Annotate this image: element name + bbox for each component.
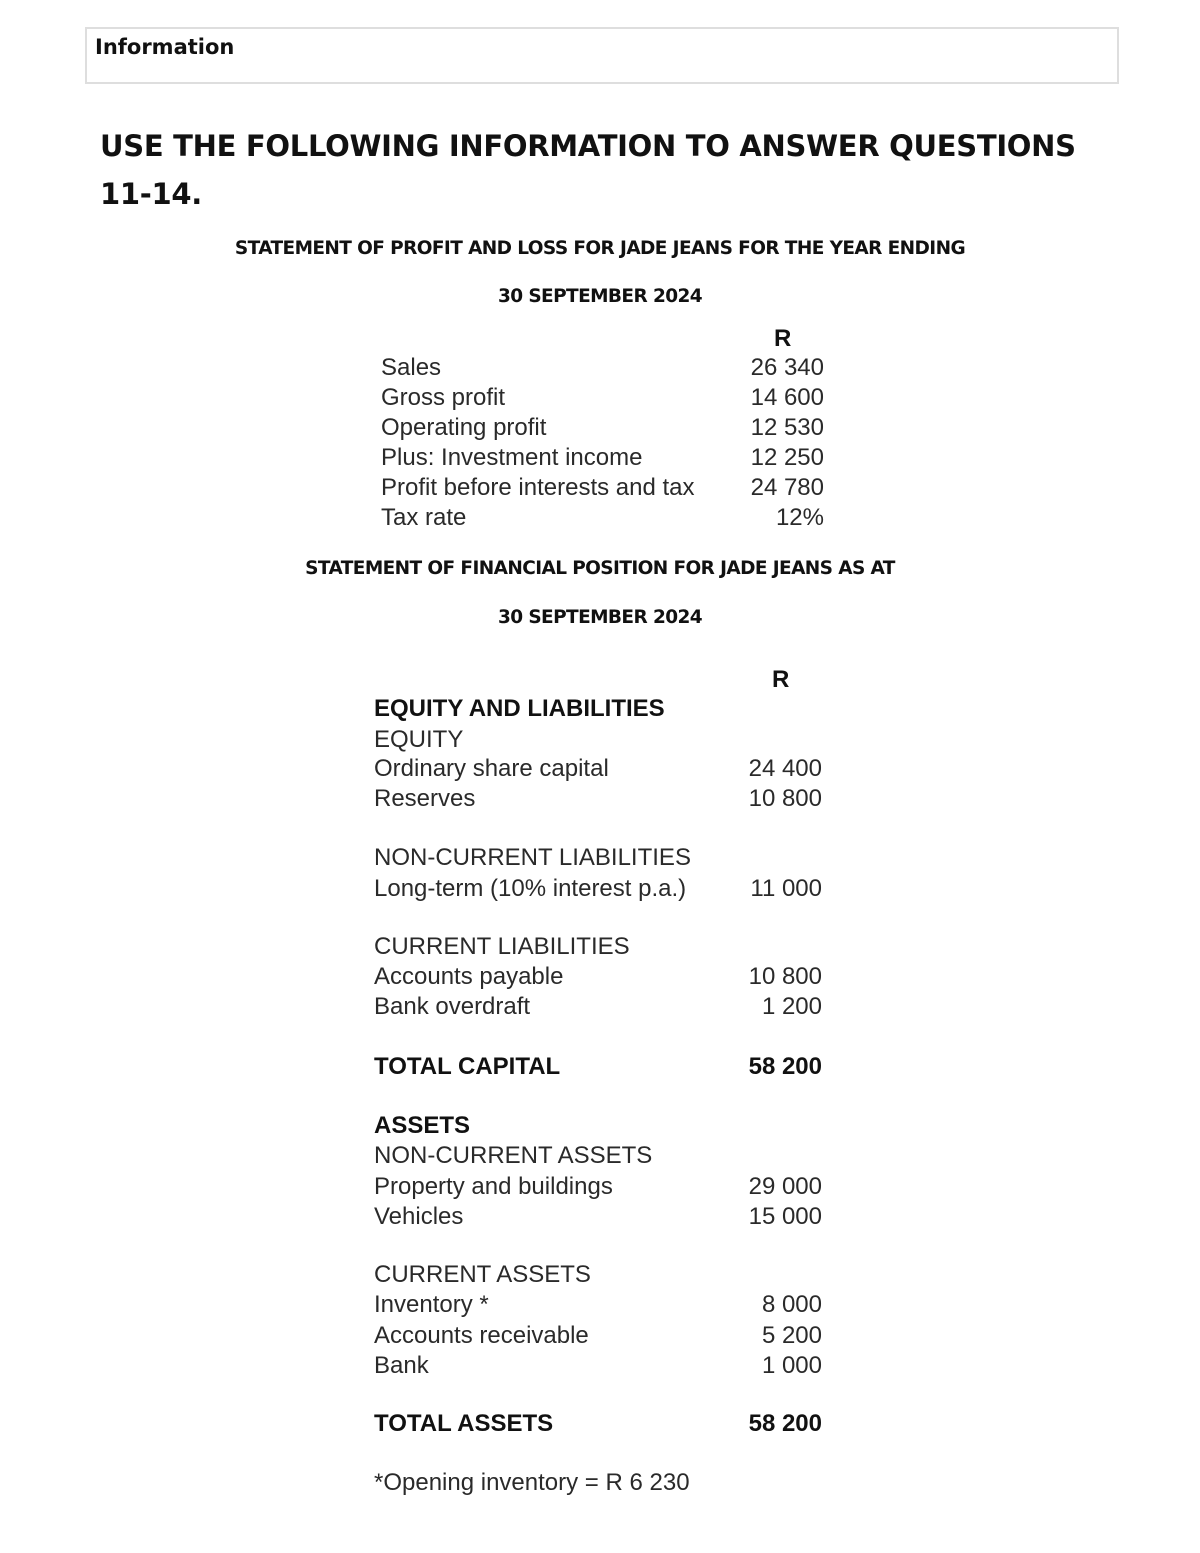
fp-label: Reserves — [374, 785, 476, 812]
section-heading: ASSETS — [374, 1112, 471, 1139]
fp-label: Property and buildings — [374, 1173, 613, 1200]
fp-row-ordinary-share-capital — [374, 754, 822, 784]
sub-heading: NON-CURRENT ASSETS — [374, 1142, 653, 1169]
financial-position-currency: R — [772, 666, 790, 693]
fp-row-bank-overdraft — [374, 992, 822, 1022]
fp-value: 5 200 — [761, 1322, 822, 1349]
fp-value: 11 000 — [750, 875, 822, 902]
financial-position-title: STATEMENT OF FINANCIAL POSITION FOR JADE JEANS AS AT — [305, 558, 895, 579]
pl-value: 12 250 — [750, 444, 824, 471]
pl-label: Gross profit — [381, 384, 506, 411]
profit-loss-title: STATEMENT OF PROFIT AND LOSS FOR JADE JEANS FOR THE YEAR ENDING — [234, 238, 966, 259]
fp-label: Vehicles — [374, 1203, 464, 1230]
pl-label: Tax rate — [381, 504, 467, 531]
fp-row-inventory — [374, 1290, 822, 1320]
information-box — [85, 27, 1119, 84]
fp-value: 29 000 — [748, 1173, 822, 1200]
pl-label: Sales — [381, 354, 442, 381]
total-assets-row — [374, 1409, 822, 1439]
fp-label: Bank — [374, 1352, 429, 1379]
current-liabilities-heading — [374, 932, 822, 962]
fp-label: Long-term (10% interest p.a.) — [374, 875, 687, 902]
instruction-heading: USE THE FOLLOWING INFORMATION TO ANSWER QUESTIONS 11-14. — [100, 129, 1076, 211]
pl-value: 26 340 — [750, 354, 824, 381]
information-label: Information — [95, 35, 235, 59]
fp-row-accounts-payable — [374, 962, 822, 992]
fp-label: Bank overdraft — [374, 993, 531, 1020]
fp-label: Inventory * — [374, 1291, 489, 1318]
pl-value: 14 600 — [750, 384, 824, 411]
pl-row-tax-rate — [381, 503, 824, 533]
fp-value: 8 000 — [761, 1291, 822, 1318]
total-assets-label: TOTAL ASSETS — [374, 1410, 554, 1437]
fp-label: Accounts receivable — [374, 1322, 589, 1349]
fp-value: 10 800 — [748, 963, 822, 990]
pl-row-sales — [381, 353, 824, 383]
total-capital-row — [374, 1052, 822, 1082]
sub-heading: NON-CURRENT LIABILITIES — [374, 844, 691, 871]
non-current-liabilities-heading — [374, 843, 822, 873]
total-assets-value: 58 200 — [748, 1410, 822, 1437]
fp-label: Accounts payable — [374, 963, 564, 990]
section-heading: EQUITY AND LIABILITIES — [374, 695, 665, 722]
pl-row-operating-profit — [381, 413, 824, 443]
equity-heading — [374, 725, 822, 755]
sub-heading: EQUITY — [374, 726, 464, 753]
financial-position-date: 30 SEPTEMBER 2024 — [497, 607, 703, 628]
current-assets-heading — [374, 1260, 822, 1290]
non-current-assets-heading — [374, 1141, 822, 1171]
fp-row-reserves — [374, 784, 822, 814]
assets-heading — [374, 1111, 822, 1141]
total-capital-label: TOTAL CAPITAL — [374, 1053, 561, 1080]
sub-heading: CURRENT LIABILITIES — [374, 933, 630, 960]
fp-row-accounts-receivable — [374, 1321, 822, 1351]
fp-value: 1 200 — [761, 993, 822, 1020]
fp-label: Ordinary share capital — [374, 755, 609, 782]
profit-loss-date: 30 SEPTEMBER 2024 — [497, 286, 703, 307]
pl-row-profit-before-interest-tax — [381, 473, 824, 503]
pl-label: Plus: Investment income — [381, 444, 643, 471]
pl-row-investment-income — [381, 443, 824, 473]
pl-value: 12% — [775, 504, 824, 531]
fp-value: 10 800 — [748, 785, 822, 812]
profit-loss-currency: R — [774, 325, 792, 352]
fp-row-vehicles — [374, 1202, 822, 1232]
pl-row-gross-profit — [381, 383, 824, 413]
fp-value: 15 000 — [748, 1203, 822, 1230]
total-capital-value: 58 200 — [748, 1053, 822, 1080]
equity-liabilities-heading — [374, 694, 822, 724]
fp-row-property-buildings — [374, 1172, 822, 1202]
fp-value: 24 400 — [748, 755, 822, 782]
fp-value: 1 000 — [761, 1352, 822, 1379]
fp-row-long-term — [374, 874, 822, 904]
opening-inventory-footnote: *Opening inventory = R 6 230 — [374, 1469, 690, 1496]
fp-row-bank — [374, 1351, 822, 1381]
pl-label: Operating profit — [381, 414, 547, 441]
pl-value: 24 780 — [750, 474, 824, 501]
pl-label: Profit before interests and tax — [381, 474, 695, 501]
sub-heading: CURRENT ASSETS — [374, 1261, 591, 1288]
pl-value: 12 530 — [750, 414, 824, 441]
